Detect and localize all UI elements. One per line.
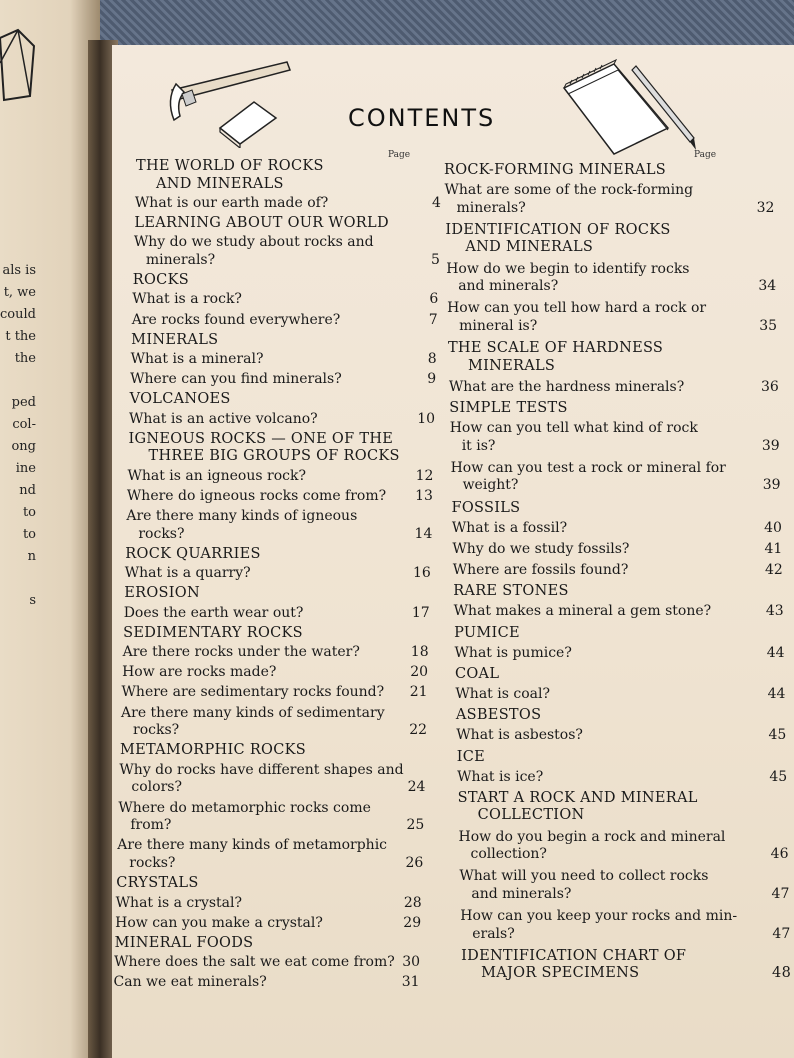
toc-section-heading (116, 875, 422, 893)
toc-entry (455, 645, 785, 663)
toc-line-text: VOLCANOES (129, 391, 231, 408)
toc-entry (459, 868, 789, 903)
toc-line-text: COLLECTION (477, 807, 585, 824)
toc-line-text: THE SCALE OF HARDNESS (447, 340, 664, 357)
toc-entry (131, 351, 437, 369)
toc-page-number: 10 (417, 410, 436, 427)
left-page-fragment: t, we (3, 285, 36, 300)
toc-line-text: How can you tell what kind of rock (449, 420, 698, 437)
toc-line-text: What is a quarry? (124, 565, 251, 582)
toc-line-text: and minerals? (471, 885, 572, 902)
page-column-header-left: Page (388, 150, 411, 160)
toc-page-number: 47 (772, 925, 791, 942)
toc-page-number: 20 (410, 664, 429, 681)
toc-entry (114, 954, 420, 972)
toc-entry (135, 195, 441, 213)
toc-line-text: METAMORPHIC ROCKS (119, 742, 306, 759)
toc-page-number: 42 (764, 562, 783, 579)
toc-line-text: SEDIMENTARY ROCKS (123, 624, 303, 641)
toc-entry (132, 312, 438, 330)
toc-entry (451, 460, 781, 495)
toc-line-text: rocks? (133, 722, 180, 739)
toc-line-text: Can we eat minerals? (113, 974, 267, 991)
toc-line-text: How can you make a crystal? (115, 914, 323, 931)
toc-section-heading (457, 749, 787, 767)
toc-line-text: COAL (454, 665, 500, 682)
left-page-fragment: ine (15, 461, 36, 476)
toc-line-text: What is pumice? (454, 644, 572, 661)
toc-line-text: MINERAL FOODS (114, 934, 254, 951)
toc-line-text: THE WORLD OF ROCKS (136, 158, 324, 174)
left-page-fragment: s (29, 593, 36, 608)
toc-entry (455, 686, 785, 704)
toc-page-number: 45 (768, 727, 787, 744)
toc-section-heading (123, 625, 429, 643)
left-page (0, 0, 100, 1058)
toc-page-number: 7 (428, 311, 438, 328)
toc-line-text: Where are fossils found? (452, 562, 629, 579)
toc-line-text: Where can you find minerals? (130, 371, 342, 388)
toc-line-text: AND MINERALS (465, 239, 594, 256)
toc-line-text: ROCKS (132, 272, 189, 289)
toc-line-text: PUMICE (454, 624, 520, 641)
toc-entry (446, 261, 776, 296)
toc-entry (456, 727, 786, 745)
toc-entry (444, 182, 774, 217)
toc-line-text: ROCK-FORMING MINERALS (444, 162, 666, 178)
toc-entry (127, 488, 433, 506)
toc-section-heading (133, 272, 439, 290)
toc-line-text: ROCK QUARRIES (125, 545, 261, 562)
toc-section-heading (115, 935, 421, 953)
toc-section-heading (445, 222, 775, 257)
toc-page-number: 12 (415, 467, 434, 484)
toc-line-text: IDENTIFICATION CHART OF (461, 947, 687, 964)
toc-entry (126, 508, 432, 543)
toc-page-number: 44 (767, 686, 786, 703)
toc-line-text: and minerals? (458, 278, 559, 295)
toc-page-number: 30 (402, 954, 421, 971)
toc-line-text: CRYSTALS (116, 875, 199, 892)
toc-entry (447, 300, 777, 335)
toc-line-text: How can you tell how hard a rock or (447, 300, 707, 317)
toc-section-heading (130, 391, 436, 409)
toc-page-number: 32 (756, 199, 775, 216)
toc-entry (449, 379, 779, 397)
toc-line-text: SIMPLE TESTS (449, 399, 568, 416)
toc-line-text: Are there rocks under the water? (122, 643, 360, 660)
left-page-fragment: ong (11, 439, 36, 454)
toc-page-number: 25 (406, 817, 425, 834)
toc-entry (115, 915, 421, 933)
left-page-fragment: to (22, 505, 36, 520)
toc-line-text: How do we begin to identify rocks (446, 260, 690, 277)
toc-page-number: 4 (432, 194, 441, 211)
toc-line-text: What is a crystal? (115, 894, 242, 911)
toc-page-number: 40 (764, 519, 782, 536)
toc-section-heading (448, 340, 778, 375)
toc-page-number: 24 (407, 779, 426, 796)
toc-section-heading (136, 158, 442, 193)
toc-entry (118, 800, 424, 835)
toc-entry (129, 411, 435, 429)
toc-line-text: collection? (470, 846, 547, 863)
toc-line-text: mineral is? (459, 317, 538, 334)
left-page-fragment: ped (11, 395, 36, 410)
toc-line-text: MAJOR SPECIMENS (481, 965, 640, 982)
toc-section-heading (456, 707, 786, 725)
toc-entry (458, 829, 788, 864)
toc-page-number: 39 (762, 477, 781, 494)
toc-section-heading (124, 585, 430, 603)
toc-section-heading (120, 742, 426, 760)
left-page-fragment (0, 568, 36, 590)
toc-line-text: Why do rocks have different shapes and (119, 761, 404, 778)
toc-line-text: IGNEOUS ROCKS — ONE OF THE (128, 430, 394, 447)
toc-entry (453, 562, 783, 580)
toc-page-number: 29 (403, 914, 422, 931)
toc-line-text: What is ice? (457, 768, 544, 785)
toc-line-text: rocks? (129, 854, 176, 871)
toc-line-text: What is an igneous rock? (127, 467, 306, 484)
toc-entry (122, 684, 428, 702)
toc-entry (119, 762, 425, 797)
toc-section-heading (455, 666, 785, 684)
toc-entry (457, 769, 787, 787)
toc-line-text: MINERALS (467, 357, 556, 374)
toc-page-number: 28 (403, 894, 422, 911)
toc-line-text: weight? (462, 477, 519, 494)
toc-line-text: ASBESTOS (455, 707, 542, 724)
toc-line-text: Are there many kinds of sedimentary (121, 704, 385, 721)
toc-entry (124, 605, 430, 623)
toc-line-text: IDENTIFICATION OF ROCKS (445, 221, 671, 238)
toc-entry (122, 664, 428, 682)
toc-page-number: 21 (409, 684, 428, 701)
left-page-text-fragments (0, 260, 36, 612)
toc-entry (116, 895, 422, 913)
toc-page-number: 13 (415, 487, 433, 504)
toc-line-text: erals? (472, 925, 515, 942)
toc-line-text: rocks? (138, 525, 185, 542)
toc-line-text: Where are sedimentary rocks found? (121, 684, 385, 701)
toc-page-number: 45 (769, 768, 788, 785)
toc-page-number: 48 (772, 965, 792, 982)
toc-line-text: LEARNING ABOUT OUR WORLD (134, 215, 389, 232)
left-page-fragment: the (14, 351, 36, 366)
toc-line-text: Where do metamorphic rocks come (118, 799, 371, 816)
toc-page-number: 47 (771, 885, 790, 902)
toc-entry (460, 908, 790, 943)
crystal-illustration (0, 8, 40, 103)
toc-page-number: 16 (412, 565, 431, 582)
toc-line-text: START A ROCK AND MINERAL (457, 789, 698, 806)
toc-line-text: How can you keep your rocks and min- (460, 908, 738, 925)
toc-line-text: FOSSILS (451, 499, 521, 516)
toc-line-text: from? (130, 817, 172, 834)
toc-line-text: Are there many kinds of metamorphic (117, 837, 388, 854)
toc-line-text: MINERALS (131, 331, 219, 348)
page-title: CONTENTS (348, 104, 496, 132)
toc-page-number: 9 (427, 371, 437, 388)
toc-line-text: What is asbestos? (456, 727, 583, 744)
toc-line-text: Where does the salt we eat come from? (114, 954, 395, 971)
toc-line-text: What is a mineral? (130, 350, 264, 367)
toc-entry (450, 420, 780, 455)
left-page-fragment: nd (19, 483, 36, 498)
notebook-pencil-icon (556, 58, 706, 158)
toc-page-number: 6 (429, 291, 439, 308)
left-page-fragment (0, 370, 36, 392)
toc-line-text: Why do we study about rocks and (133, 234, 374, 251)
toc-page-number: 34 (758, 278, 777, 295)
toc-entry (130, 371, 436, 389)
toc-page-number: 43 (765, 603, 784, 620)
rock-sample-icon (214, 98, 284, 148)
toc-page-number: 31 (401, 974, 420, 991)
toc-line-text: What is an active volcano? (129, 410, 318, 427)
toc-page-number: 18 (410, 643, 429, 660)
toc-line-text: Why do we study fossils? (452, 540, 630, 557)
toc-line-text: What is our earth made of? (134, 194, 329, 211)
toc-line-text: What are some of the rock-forming (444, 182, 694, 199)
toc-section-heading (449, 400, 779, 418)
toc-line-text: How can you test a rock or mineral for (450, 459, 726, 476)
toc-line-text: EROSION (124, 585, 200, 602)
toc-page-number: 46 (770, 846, 789, 863)
toc-page-number: 8 (427, 350, 437, 367)
toc-entry (132, 291, 438, 309)
toc-page-number: 41 (764, 540, 783, 557)
toc-section-heading (131, 332, 437, 350)
toc-line-text: Are there many kinds of igneous (126, 508, 358, 525)
toc-page-number: 14 (414, 525, 433, 542)
toc-line-text: What makes a mineral a gem stone? (453, 603, 712, 620)
toc-line-text: minerals? (145, 251, 216, 268)
toc-entry (114, 974, 420, 992)
toc-entry (125, 565, 431, 583)
toc-section-heading (454, 625, 784, 643)
toc-entry (121, 705, 427, 740)
toc-page-number: 26 (405, 854, 424, 871)
toc-page-number: 22 (409, 722, 428, 739)
toc-section-heading (134, 215, 440, 233)
left-page-fragment: col- (12, 417, 36, 432)
toc-page-number: 36 (761, 378, 779, 395)
toc-line-text: How do you begin a rock and mineral (458, 828, 726, 845)
toc-entry (117, 837, 423, 872)
toc-section-heading (129, 431, 435, 466)
toc-line-text: What are the hardness minerals? (448, 378, 685, 395)
toc-line-text: How are rocks made? (122, 664, 277, 681)
toc-line-text: colors? (131, 779, 182, 796)
toc-page-number: 44 (766, 644, 785, 661)
toc-page-number: 35 (759, 317, 778, 334)
toc-line-text: Are rocks found everywhere? (131, 311, 341, 328)
page-column-header-right: Page (694, 150, 717, 160)
toc-line-text: AND MINERALS (156, 175, 284, 192)
toc-entry (123, 644, 429, 662)
toc-line-text: What is a rock? (132, 291, 242, 308)
left-page-fragment: n (27, 549, 36, 564)
toc-line-text: it is? (461, 437, 496, 454)
toc-section-heading (125, 546, 431, 564)
toc-section-heading (453, 583, 783, 601)
toc-section-heading (451, 500, 781, 518)
toc-section-heading (461, 948, 791, 983)
toc-line-text: RARE STONES (453, 583, 569, 600)
toc-entry (452, 520, 782, 538)
left-page-fragment: could (0, 307, 36, 322)
toc-entry (452, 541, 782, 559)
toc-entry (127, 468, 433, 486)
left-page-fragment: als is (2, 263, 36, 278)
toc-line-text: What is coal? (455, 686, 550, 703)
toc-page-number: 5 (430, 251, 440, 268)
toc-entry (454, 603, 784, 621)
toc-section-heading (458, 790, 788, 825)
toc-page-number: 17 (411, 604, 430, 621)
toc-line-text: What is a fossil? (451, 519, 568, 536)
toc-entry (134, 234, 440, 269)
toc-line-text: ICE (456, 748, 486, 765)
toc-line-text: THREE BIG GROUPS OF ROCKS (148, 448, 400, 465)
toc-line-text: What will you need to collect rocks (459, 868, 709, 885)
toc-page-number: 39 (761, 437, 780, 454)
toc-line-text: Where do igneous rocks come from? (126, 487, 387, 504)
toc-line-text: minerals? (456, 199, 526, 216)
toc-section-heading (444, 162, 774, 180)
left-page-fragment: t the (5, 329, 36, 344)
left-page-fragment: to (22, 527, 36, 542)
toc-line-text: Does the earth wear out? (123, 604, 304, 621)
